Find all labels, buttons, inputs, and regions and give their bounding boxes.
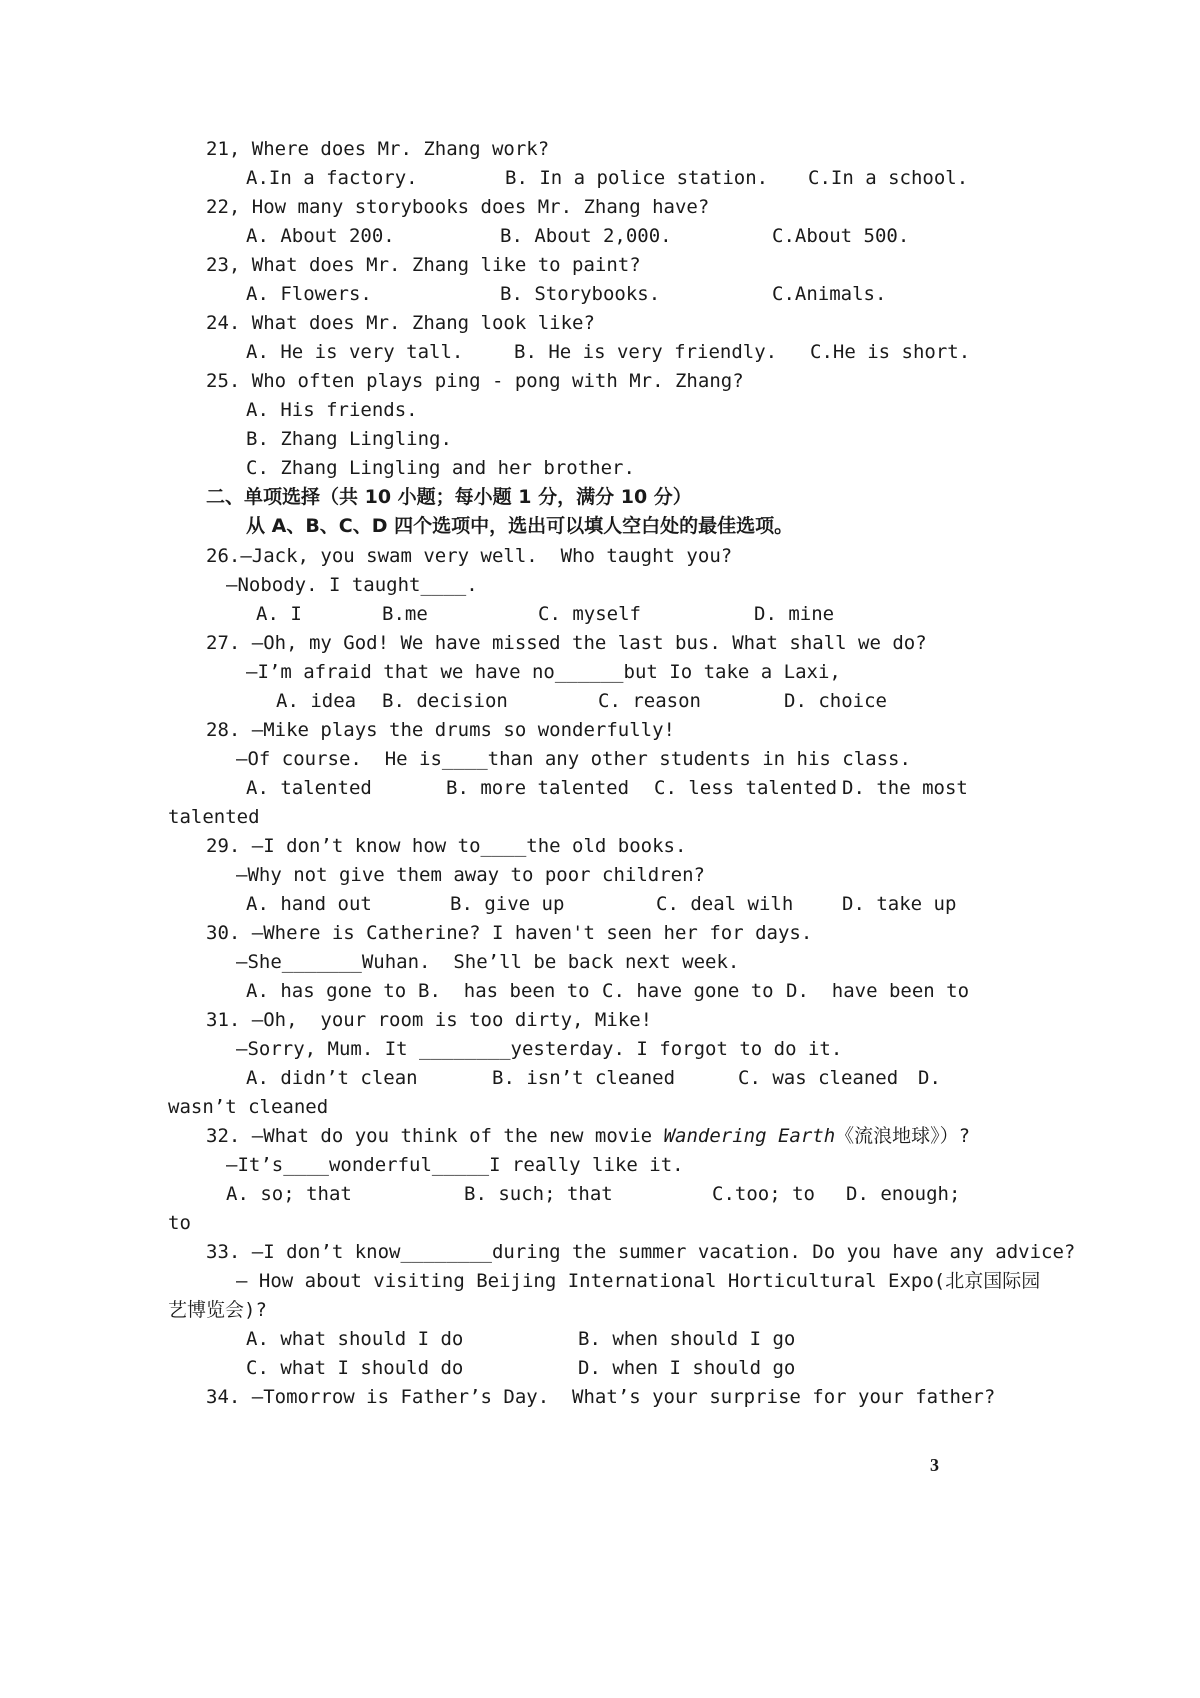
- q24-option-c: C.He is short.: [810, 341, 971, 363]
- section-instruction: 从 A、B、C、D 四个选项中，选出可以填人空白处的最佳选项。: [246, 515, 794, 537]
- q27-line1: 27. —Oh, my God! We have missed the last bus. What shall we do?: [206, 632, 927, 654]
- q21-stem: 21, Where does Mr. Zhang work?: [206, 138, 550, 160]
- q33-option-b: B. when should I go: [578, 1328, 796, 1350]
- movie-title: Wandering Earth: [663, 1125, 836, 1147]
- q31-option-c: C. was cleaned: [738, 1067, 899, 1089]
- q31-option-d: D.: [918, 1067, 941, 1089]
- q29-line2: —Why not give them away to poor children?: [236, 864, 705, 886]
- q28-line1: 28. —Mike plays the drums so wonderfully!: [206, 719, 675, 741]
- q23-option-c: C.Animals.: [772, 283, 887, 305]
- q22-option-b: B. About 2,000.: [500, 225, 672, 247]
- q22-option-a: A. About 200.: [246, 225, 395, 247]
- q22-option-c: C.About 500.: [772, 225, 910, 247]
- q26-option-b: B.me: [382, 603, 428, 625]
- q30-option-d: D. have been to: [786, 980, 970, 1002]
- q27-option-c: C. reason: [598, 690, 701, 712]
- q23-option-a: A. Flowers.: [246, 283, 372, 305]
- q24-option-a: A. He is very tall.: [246, 341, 464, 363]
- q29-line1: 29. —I don’t know how to____the old books.: [206, 835, 687, 857]
- q33-line1: 33. —I don’t know________during the summer vacation. Do you have any advice?: [206, 1241, 1076, 1263]
- q34-line1: 34. —Tomorrow is Father’s Day. What’s your surprise for your father?: [206, 1386, 996, 1408]
- q32-option-d: D. enough;: [846, 1183, 961, 1205]
- q29-option-c: C. deal wilh: [656, 893, 794, 915]
- q29-option-d: D. take up: [842, 893, 957, 915]
- q30-option-b: B. has been to: [418, 980, 590, 1002]
- q30-line1: 30. —Where is Catherine? I haven't seen her for days.: [206, 922, 813, 944]
- q33-line2-wrap: 艺博览会)?: [168, 1299, 267, 1321]
- q21-option-c: C.In a school.: [808, 167, 969, 189]
- q32-line1: 32. —What do you think of the new movie Wandering Earth《流浪地球》）?: [206, 1125, 971, 1147]
- section-title: 二、单项选择（共 10 小题；每小题 1 分，满分 10 分）: [206, 486, 692, 508]
- q30-line2: —She_______Wuhan. She’ll be back next week.: [236, 951, 740, 973]
- q29-option-b: B. give up: [450, 893, 565, 915]
- q31-option-a: A. didn’t clean: [246, 1067, 418, 1089]
- q22-stem: 22, How many storybooks does Mr. Zhang have?: [206, 196, 710, 218]
- page-number: 3: [930, 1455, 939, 1475]
- q30-blank: _______: [281, 951, 362, 973]
- q31-line1: 31. —Oh, your room is too dirty, Mike!: [206, 1009, 653, 1031]
- q30-option-a: A. has gone to: [246, 980, 407, 1002]
- q28-option-b: B. more talented: [446, 777, 630, 799]
- q27-option-b: B. decision: [382, 690, 508, 712]
- q27-blank: ______: [554, 661, 624, 683]
- q28-option-d-wrap: talented: [168, 806, 260, 828]
- q28-option-d: D. the most: [842, 777, 968, 799]
- q21-option-b: B. In a police station.: [505, 167, 769, 189]
- q24-stem: 24. What does Mr. Zhang look like?: [206, 312, 595, 334]
- q26-line1: 26.—Jack, you swam very well. Who taught you?: [206, 545, 733, 567]
- q27-option-d: D. choice: [784, 690, 887, 712]
- q28-line2: —Of course. He is____than any other students in his class.: [236, 748, 911, 770]
- q32-option-b: B. such; that: [464, 1183, 613, 1205]
- q32-option-a: A. so; that: [226, 1183, 352, 1205]
- q33-option-d: D. when I should go: [578, 1357, 796, 1379]
- q33-option-a: A. what should I do: [246, 1328, 464, 1350]
- q28-option-c: C. less talented: [654, 777, 838, 799]
- q26-option-d: D. mine: [754, 603, 835, 625]
- q25-option-b: B. Zhang Lingling.: [246, 428, 452, 450]
- q26-option-c: C. myself: [538, 603, 641, 625]
- q32-line2: —It’s____wonderful_____I really like it.: [226, 1154, 684, 1176]
- q27-line2: —I’m afraid that we have no______but Io take a Laxi,: [246, 661, 841, 683]
- q27-option-a: A. idea: [276, 690, 357, 712]
- q25-option-c: C. Zhang Lingling and her brother.: [246, 457, 635, 479]
- q31-blank: ________: [419, 1038, 511, 1060]
- q32-blank: _____: [431, 1154, 490, 1176]
- q26-option-a: A. I: [256, 603, 302, 625]
- q28-option-a: A. talented: [246, 777, 372, 799]
- q32-option-d-wrap: to: [168, 1212, 191, 1234]
- q24-option-b: B. He is very friendly.: [514, 341, 778, 363]
- q25-option-a: A. His friends.: [246, 399, 418, 421]
- q21-option-a: A.In a factory.: [246, 167, 418, 189]
- q32-option-c: C.too; to: [712, 1183, 815, 1205]
- q33-option-c: C. what I should do: [246, 1357, 464, 1379]
- q31-option-b: B. isn’t cleaned: [492, 1067, 676, 1089]
- q25-stem: 25. Who often plays ping - pong with Mr. Zhang?: [206, 370, 744, 392]
- q23-stem: 23, What does Mr. Zhang like to paint?: [206, 254, 641, 276]
- q31-option-d-wrap: wasn’t cleaned: [168, 1096, 329, 1118]
- q30-option-c: C. have gone to: [602, 980, 774, 1002]
- q31-line2: —Sorry, Mum. It ________yesterday. I forgot to do it.: [236, 1038, 843, 1060]
- q33-blank: ________: [400, 1241, 492, 1263]
- q23-option-b: B. Storybooks.: [500, 283, 661, 305]
- q29-option-a: A. hand out: [246, 893, 372, 915]
- q33-line2: — How about visiting Beijing International Horticultural Expo(北京国际园: [236, 1270, 1041, 1292]
- q28-blank: ____: [441, 748, 488, 770]
- q26-line2: —Nobody. I taught____.: [226, 574, 478, 596]
